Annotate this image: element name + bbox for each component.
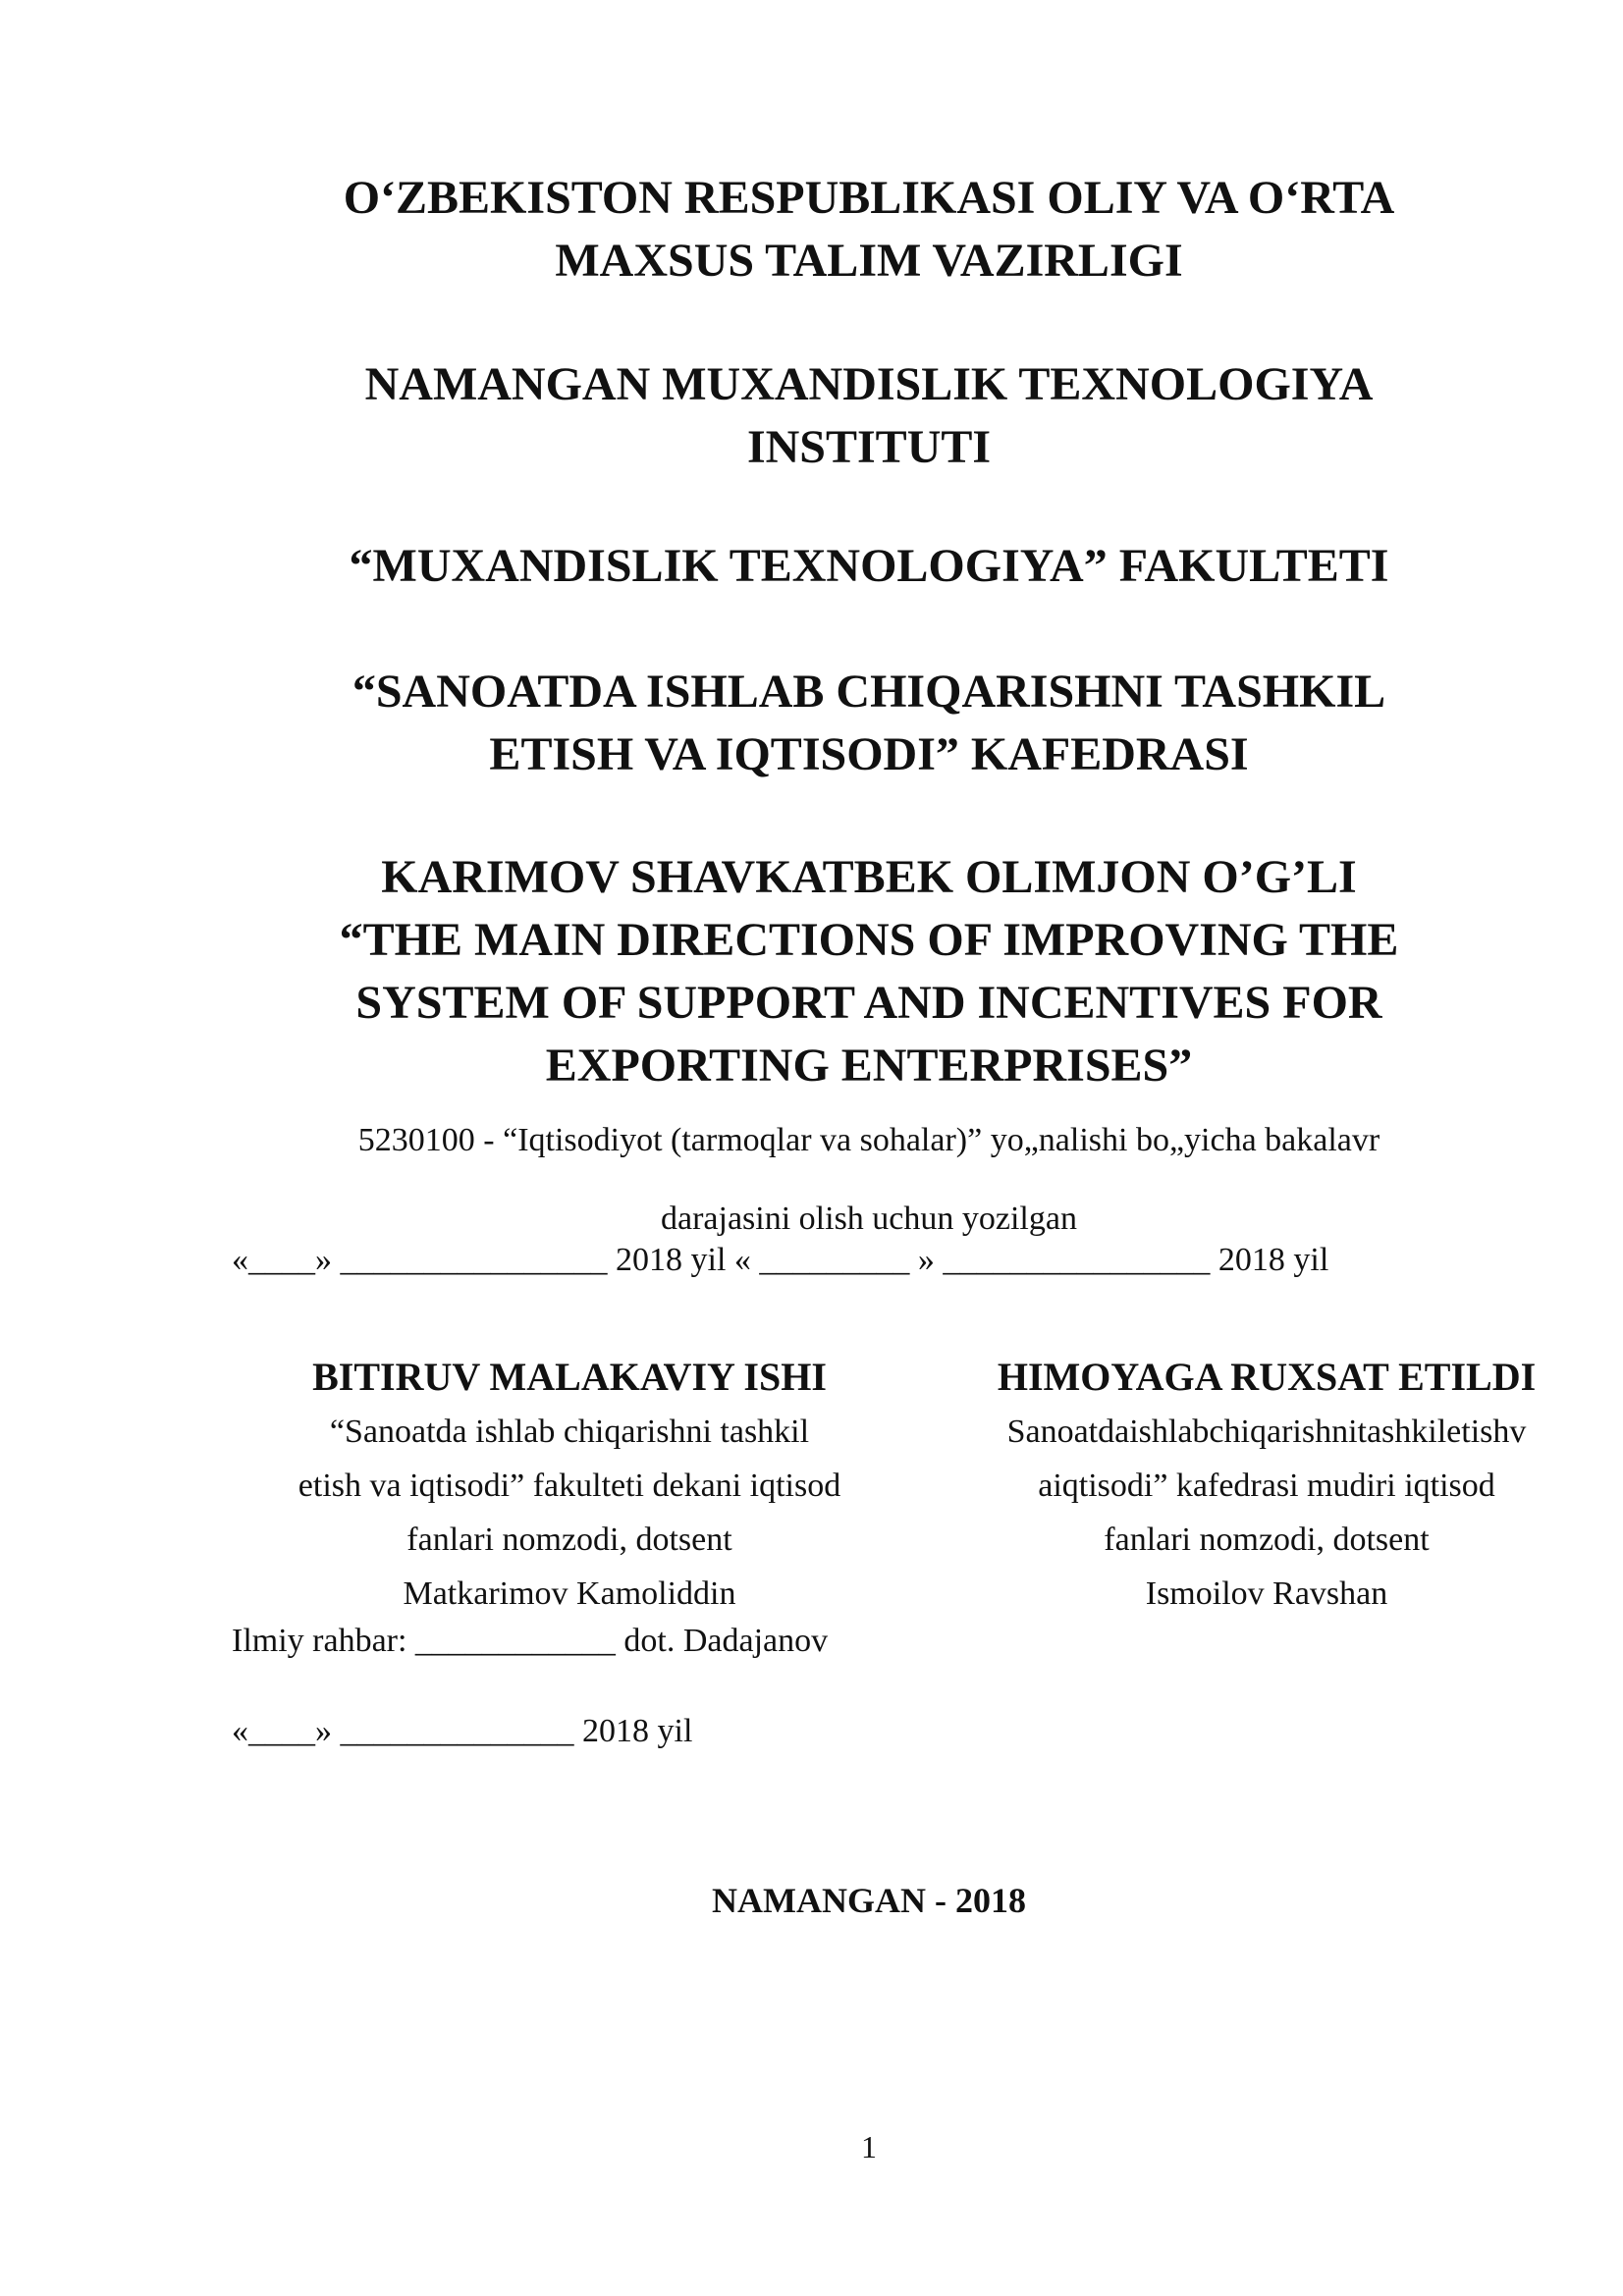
right-column-line-3: fanlari nomzodi, dotsent	[1104, 1522, 1430, 1558]
ministry-heading	[0, 167, 1623, 293]
right-column	[903, 1350, 1623, 1621]
thesis-title-line-1: “THE MAIN DIRECTIONS OF IMPROVING THE	[339, 914, 1399, 966]
thesis-title-line-2: SYSTEM OF SUPPORT AND INCENTIVES FOR	[355, 977, 1382, 1029]
department-line-2: ETISH VA IQTISODI” KAFEDRASI	[489, 728, 1249, 780]
left-column-line-1: “Sanoatda ishlab chiqarishni tashkil	[329, 1414, 810, 1450]
right-column-line-4: Ismoilov Ravshan	[1145, 1575, 1388, 1612]
ministry-line-2: MAXSUS TALIM VAZIRLIGI	[555, 235, 1183, 287]
thesis-title-line-3: EXPORTING ENTERPRISES”	[545, 1040, 1193, 1092]
faculty-heading	[0, 535, 1623, 598]
specialty-line-2: darajasini olish uchun yozilgan	[661, 1201, 1077, 1237]
institute-line-1: NAMANGAN MUXANDISLIK TEXNOLOGIYA	[364, 358, 1374, 410]
author-name: KARIMOV SHAVKATBEK OLIMJON O’G’LI	[381, 851, 1357, 903]
supervisor-line: Ilmiy rahbar: ____________ dot. Dadajanov	[232, 1623, 829, 1659]
institute-heading	[0, 353, 1623, 479]
right-column-line-2: aiqtisodi” kafedrasi mudiri iqtisod	[1038, 1468, 1495, 1504]
page-number: 1	[861, 2129, 877, 2164]
left-column-title: BITIRUV MALAKAVIY ISHI	[312, 1355, 827, 1399]
ministry-line-1: OʻZBEKISTON RESPUBLIKASI OLIY VA OʻRTA	[343, 172, 1395, 224]
left-column-line-3: fanlari nomzodi, dotsent	[406, 1522, 732, 1558]
department-line-1: “SANOATDA ISHLAB CHIQARISHNI TASHKIL	[352, 666, 1386, 718]
left-column-line-4: Matkarimov Kamoliddin	[403, 1575, 736, 1612]
department-heading	[0, 661, 1623, 786]
faculty-line: “MUXANDISLIK TEXNOLOGIYA” FAKULTETI	[349, 540, 1389, 592]
specialty-line-1: 5230100 - “Iqtisodiyot (tarmoqlar va sohalar)” yo„nalishi bo„yicha bakalavr	[357, 1122, 1380, 1158]
city-year: NAMANGAN - 2018	[712, 1881, 1026, 1920]
institute-line-2: INSTITUTI	[746, 421, 992, 473]
specialty-line-2-block	[0, 1198, 1623, 1241]
specialty-line-1-block	[0, 1119, 1623, 1162]
author-and-title	[0, 846, 1623, 1097]
date-line: «____» ________________ 2018 yil « _________ » ________________ 2018 yil	[232, 1242, 1329, 1278]
right-column-line-1: Sanoatdaishlabchiqarishnitashkiletishv	[1006, 1414, 1527, 1450]
left-column-line-2: etish va iqtisodi” fakulteti dekani iqtisod	[298, 1468, 841, 1504]
left-column	[206, 1350, 933, 1621]
bottom-date-line: «____» ______________ 2018 yil	[232, 1713, 693, 1749]
right-column-title: HIMOYAGA RUXSAT ETILDI	[997, 1355, 1537, 1399]
